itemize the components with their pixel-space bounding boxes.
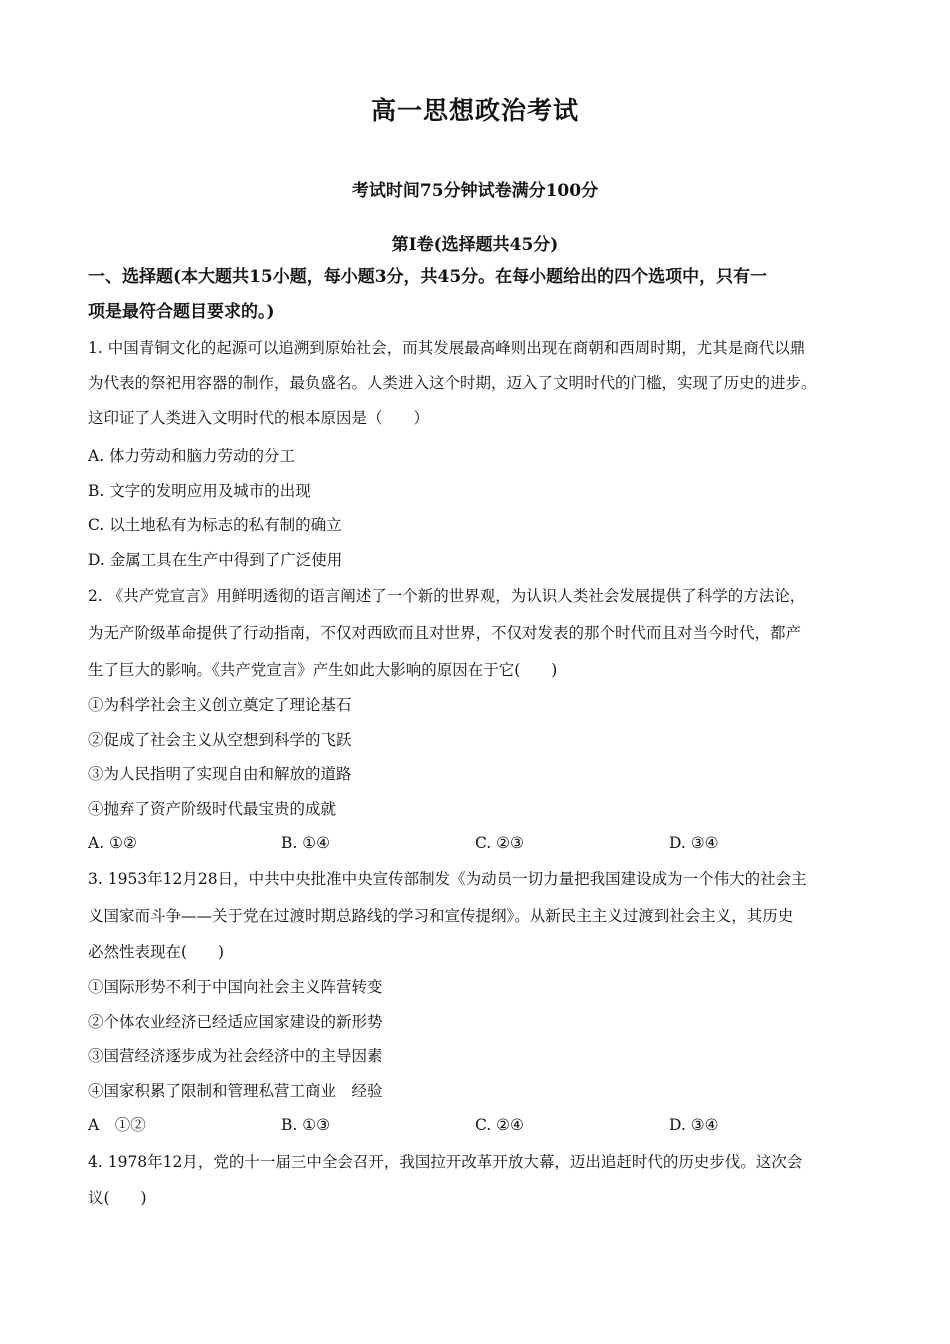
q3-option-d: D. ③④ bbox=[669, 1116, 719, 1134]
q3-stem-line-3: 必然性表现在( ) bbox=[88, 943, 225, 961]
q1-option-a: A. 体力劳动和脑力劳动的分工 bbox=[88, 447, 296, 465]
q2-stem-line-1: 2. 《共产党宣言》用鲜明透彻的语言阐述了一个新的世界观，为认识人类社会发展提供了科学的方法论， bbox=[88, 587, 806, 605]
q2-statement-4: ④抛弃了资产阶级时代最宝贵的成就 bbox=[88, 800, 337, 818]
q2-statement-1: ①为科学社会主义创立奠定了理论基石 bbox=[88, 696, 352, 714]
q2-option-d: D. ③④ bbox=[669, 834, 719, 852]
q2-option-c: C. ②③ bbox=[475, 834, 524, 852]
q1-stem-line-2: 为代表的祭祀用容器的制作，最负盛名。人类进入这个时期，迈入了文明时代的门槛，实现了历史的进步。 bbox=[88, 374, 817, 392]
q2-statement-2: ②促成了社会主义从空想到科学的飞跃 bbox=[88, 731, 352, 749]
q3-option-c: C. ②④ bbox=[475, 1116, 524, 1134]
q1-option-c: C. 以土地私有为标志的私有制的确立 bbox=[88, 516, 342, 534]
q3-stem-line-1: 3. 1953年12月28日，中共中央批准中央宣传部制发《为动员一切力量把我国建设成为一个伟大的社会主 bbox=[88, 870, 807, 888]
q3-statement-2: ②个体农业经济已经适应国家建设的新形势 bbox=[88, 1013, 383, 1031]
q3-stem-line-2: 义国家而斗争——关于党在过渡时期总路线的学习和宣传提纲》。从新民主主义过渡到社会主义，其历史 bbox=[88, 907, 794, 925]
q4-stem-line-2: 议( ) bbox=[88, 1189, 147, 1207]
page-title: 高一思想政治考试 bbox=[370, 96, 579, 125]
q1-stem-line-3: 这印证了人类进入文明时代的根本原因是（ ） bbox=[88, 409, 430, 427]
exam-info: 考试时间75分钟试卷满分100分 bbox=[351, 181, 599, 201]
q2-option-a: A. ①② bbox=[88, 834, 137, 852]
q3-statement-3: ③国营经济逐步成为社会经济中的主导因素 bbox=[88, 1047, 383, 1065]
q2-stem-line-2: 为无产阶级革命提供了行动指南，不仅对西欧而且对世界，不仅对发表的那个时代而且对当今时代，都产 bbox=[88, 624, 802, 642]
q1-option-d: D. 金属工具在生产中得到了广泛使用 bbox=[88, 551, 343, 569]
q3-option-b: B. ①③ bbox=[281, 1116, 331, 1134]
q3-statement-4: ④国家积累了限制和管理私营工商业 经验 bbox=[88, 1082, 383, 1100]
q4-stem-line-1: 4. 1978年12月，党的十一届三中全会召开，我国拉开改革开放大幕，迈出追赶时代的历史步伐。这次会 bbox=[88, 1153, 803, 1171]
q2-statement-3: ③为人民指明了实现自由和解放的道路 bbox=[88, 765, 352, 783]
instructions-line-2: 项是最符合题目要求的。) bbox=[88, 302, 275, 322]
q2-stem-line-3: 生了巨大的影响。《共产党宣言》产生如此大影响的原因在于它( ) bbox=[88, 661, 558, 679]
section-title: 第Ⅰ卷(选择题共45分) bbox=[391, 235, 559, 255]
q1-option-b: B. 文字的发明应用及城市的出现 bbox=[88, 482, 311, 500]
q3-option-a: A ①② bbox=[88, 1116, 146, 1134]
q1-stem-line-1: 1. 中国青铜文化的起源可以追溯到原始社会，而其发展最高峰则出现在商朝和西周时期，尤其是商代以鼎 bbox=[88, 339, 806, 357]
instructions-line-1: 一、选择题(本大题共15小题，每小题3分，共45分。在每小题给出的四个选项中，只有一 bbox=[88, 267, 768, 287]
q3-statement-1: ①国际形势不利于中国向社会主义阵营转变 bbox=[88, 978, 383, 996]
q2-option-b: B. ①④ bbox=[281, 834, 331, 852]
